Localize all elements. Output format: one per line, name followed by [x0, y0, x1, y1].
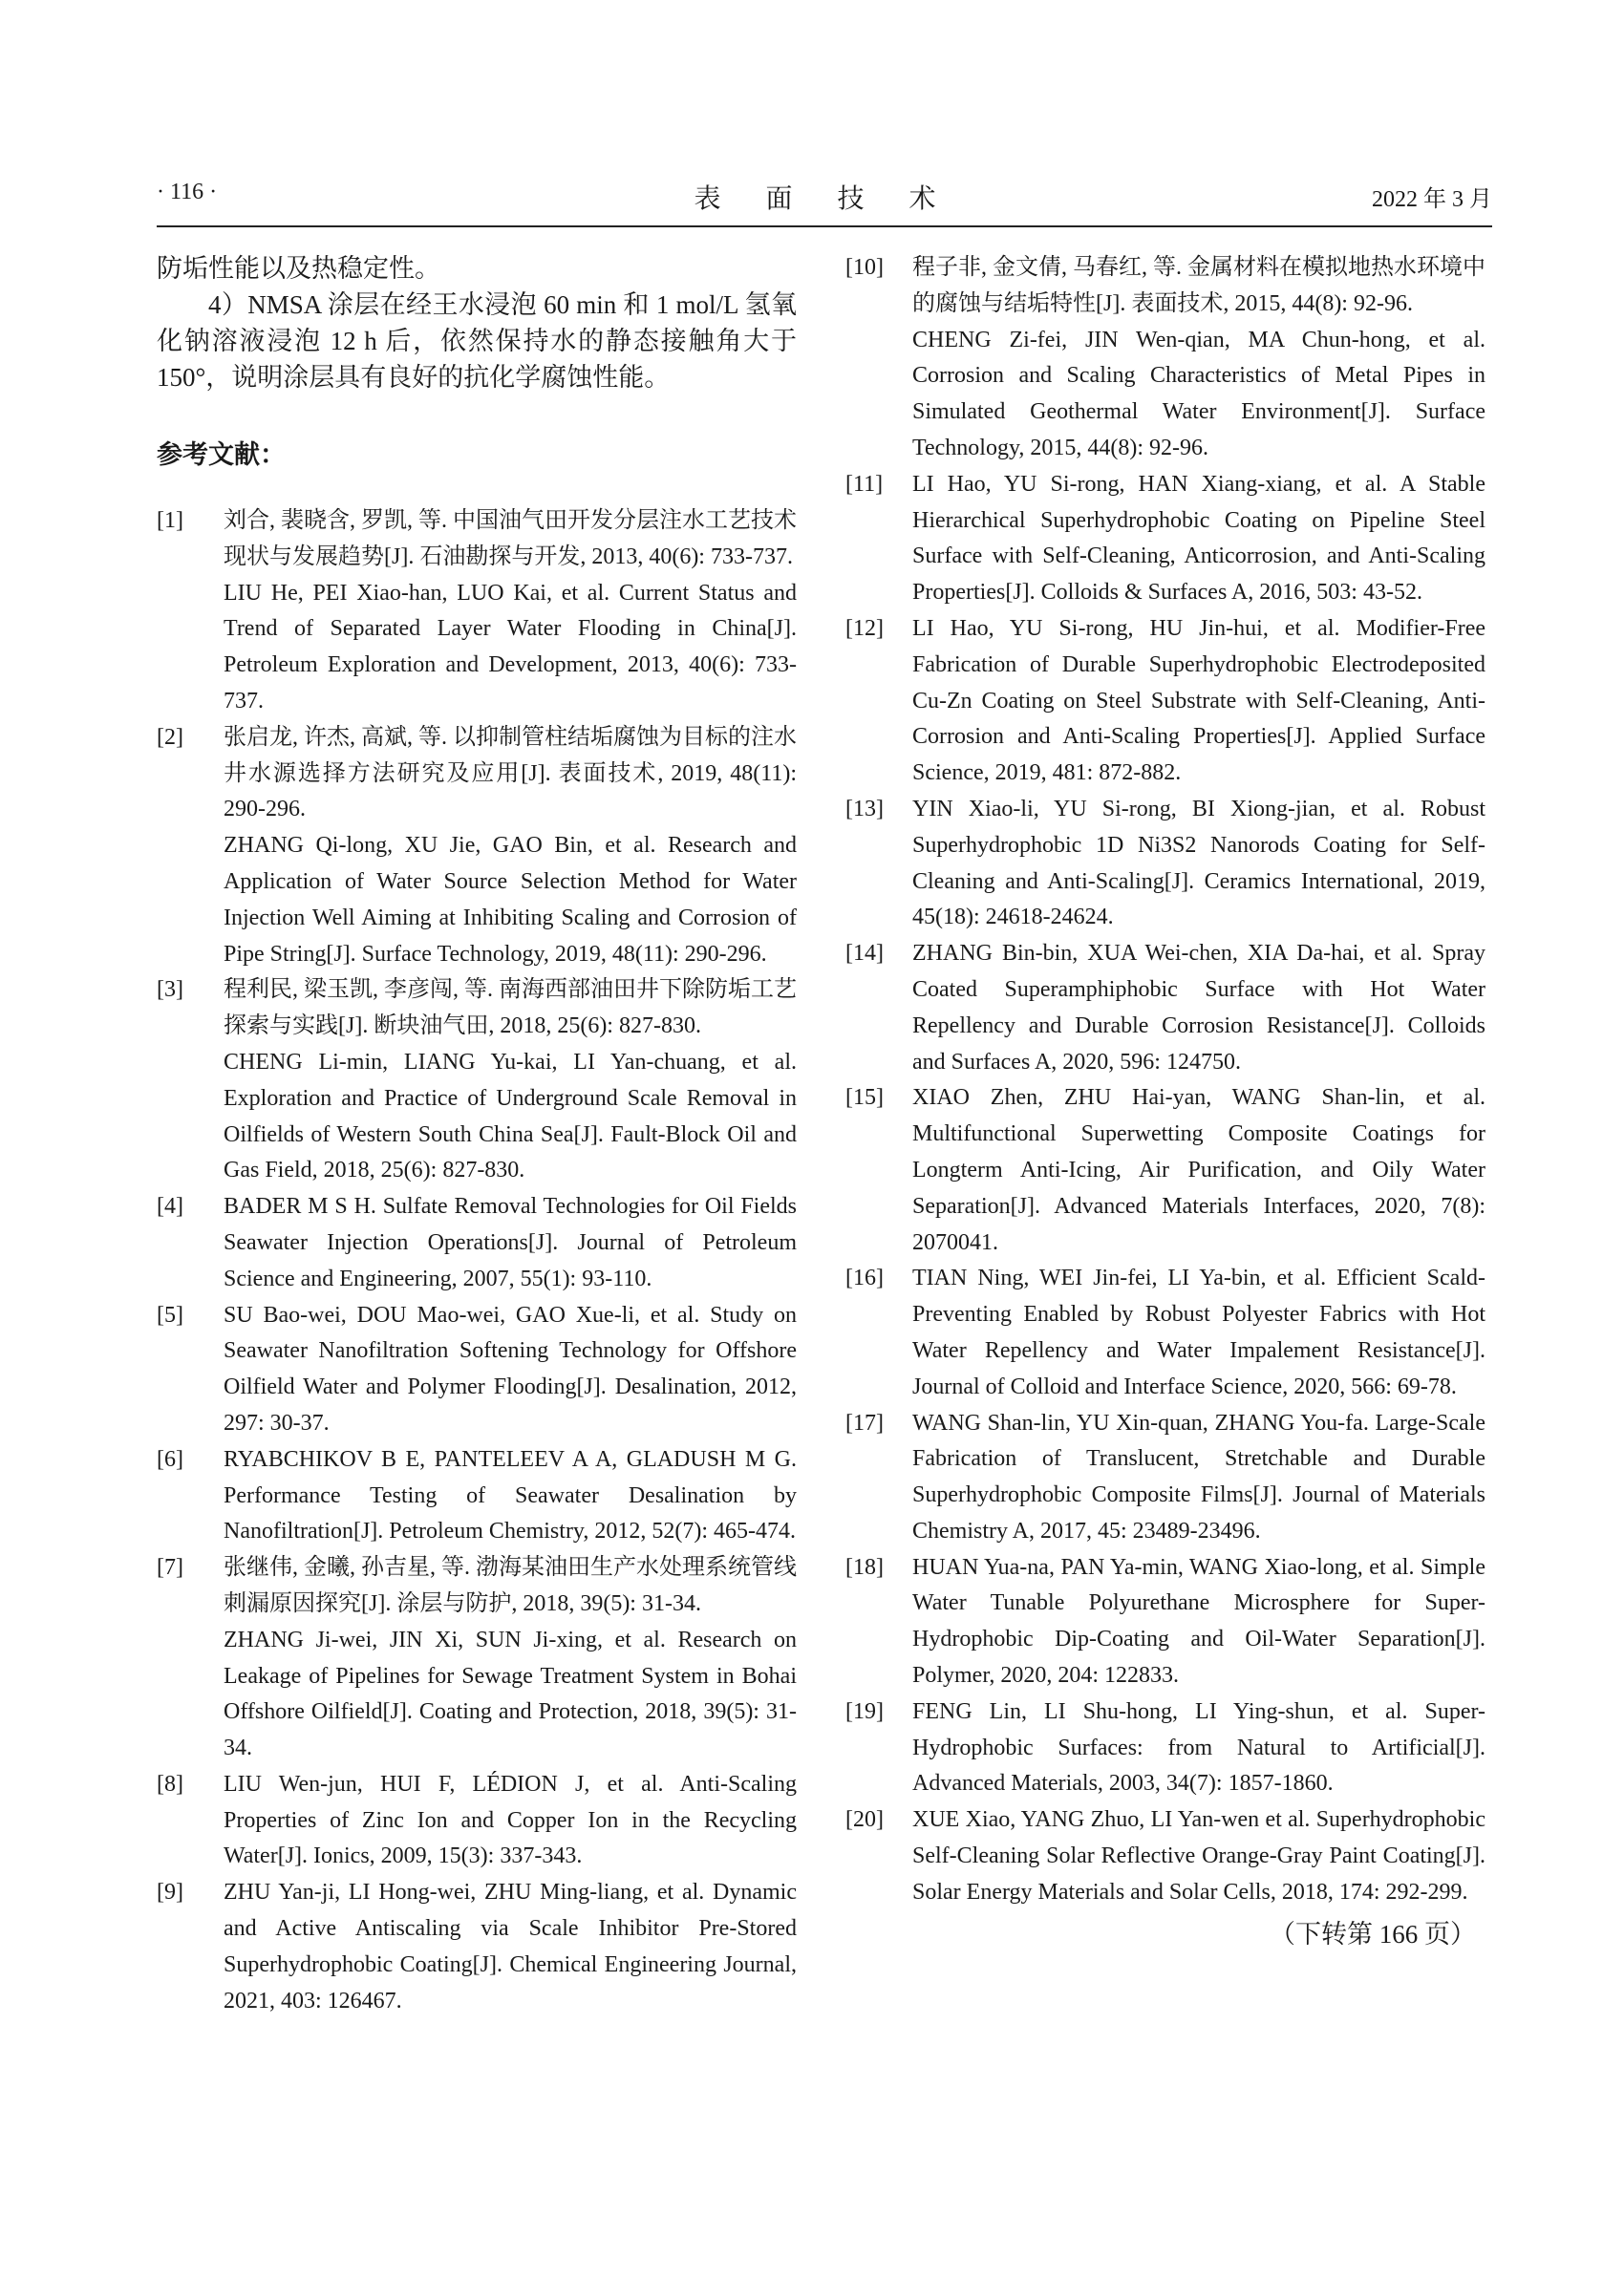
reference-item — [157, 1875, 797, 2019]
reference-en: LI Hao, YU Si-rong, HAN Xiang-xiang, et al. A Stable Hierarchical Superhydrophobic Coating on Pipeline Steel Surface with Self-Cleaning, Anticorrosion, and Anti-Scaling Properties[J]. Colloids & Surfaces A, 2016, 503: 43-52. — [912, 471, 1485, 606]
reference-en: RYABCHIKOV B E, PANTELEEV A A, GLADUSH M G. Performance Testing of Seawater Desalination by Nanofiltration[J]. Petroleum Chemistry, 2012, 52(7): 465-474. — [224, 1446, 797, 1545]
reference-en: LI Hao, YU Si-rong, HU Jin-hui, et al. Modifier-Free Fabrication of Durable Superhydrophobic Electrodeposited Cu-Zn Coating on Steel Substrate with Self-Cleaning, Anti-Corrosion and Anti-Scaling Properties[J]. Applied Surface Science, 2019, 481: 872-882. — [912, 615, 1485, 786]
reference-item — [845, 1261, 1485, 1405]
running-header — [157, 178, 1492, 227]
reference-en: XUE Xiao, YANG Zhuo, LI Yan-wen et al. Superhydrophobic Self-Cleaning Solar Reflective Orange-Gray Paint Coating[J]. Solar Energy Materials and Solar Cells, 2018, 174: 292-299. — [912, 1807, 1485, 1905]
issue-date: 2022 年 3 月 — [1372, 187, 1492, 212]
reference-number: [19] — [845, 1698, 884, 1724]
reference-item — [845, 1694, 1485, 1802]
reference-en: ZHANG Qi-long, XU Jie, GAO Bin, et al. Research and Application of Water Source Selection Method for Water Injection Well Aiming at Inhibiting Scaling and Corrosion of Pipe String[J]. Surface Technology, 2019, 48(11): 290-296. — [224, 833, 797, 967]
reference-number: [4] — [157, 1194, 183, 1220]
reference-en: ZHANG Bin-bin, XUA Wei-chen, XIA Da-hai, et al. Spray Coated Superamphiphobic Surface with Hot Water Repellency and Durable Corrosion Resistance[J]. Colloids and Surfaces A, 2020, 596: 124750. — [912, 941, 1485, 1075]
reference-en: LIU Wen-jun, HUI F, LÉDION J, et al. Anti-Scaling Properties of Zinc Ion and Copper Ion in the Recycling Water[J]. Ionics, 2009, 15(3): 337-343. — [224, 1771, 797, 1869]
reference-item — [157, 972, 797, 1189]
journal-title: 表 面 技 术 — [694, 184, 955, 214]
reference-en: HUAN Yua-na, PAN Ya-min, WANG Xiao-long, et al. Simple Water Tunable Polyurethane Microsphere for Super-Hydrophobic Dip-Coating and Oil-Water Separation[J]. Polymer, 2020, 204: 122833. — [912, 1554, 1485, 1689]
reference-item — [157, 503, 797, 720]
reference-item — [845, 467, 1485, 611]
reference-number: [14] — [845, 941, 884, 967]
reference-item — [845, 611, 1485, 792]
reference-item — [157, 1550, 797, 1767]
reference-number: [3] — [157, 977, 183, 1003]
reference-item — [845, 1080, 1485, 1261]
reference-number: [10] — [845, 255, 884, 280]
reference-item — [845, 1802, 1485, 1910]
reference-en: TIAN Ning, WEI Jin-fei, LI Ya-bin, et al. Efficient Scald-Preventing Enabled by Robust Polyester Fabrics with Hot Water Repellency and Water Impalement Resistance[J]. Journal of Colloid and Interface Science, 2020, 566: 69-78. — [912, 1266, 1485, 1399]
reference-item — [157, 720, 797, 973]
conclusion-paragraph-2: 4）NMSA 涂层在经王水浸泡 60 min 和 1 mol/L 氢氧化钠溶液浸泡 12 h 后，依然保持水的静态接触角大于 150°，说明涂层具有良好的抗化学腐蚀性能。 — [157, 290, 797, 392]
page-number: · 116 · — [157, 180, 218, 204]
reference-number: [8] — [157, 1771, 183, 1797]
reference-item — [845, 936, 1485, 1080]
reference-item — [157, 1442, 797, 1550]
reference-zh: 张启龙, 许杰, 高斌, 等. 以抑制管柱结垢腐蚀为目标的注水井水源选择方法研究及应用[J]. 表面技术, 2019, 48(11): 290-296. — [224, 724, 797, 822]
reference-en: SU Bao-wei, DOU Mao-wei, GAO Xue-li, et al. Study on Seawater Nanofiltration Softening Technology for Offshore Oilfield Water and Polymer Flooding[J]. Desalination, 2012, 297: 30-37. — [224, 1302, 797, 1436]
reference-number: [16] — [845, 1266, 884, 1291]
reference-zh: 程子非, 金文倩, 马春红, 等. 金属材料在模拟地热水环境中的腐蚀与结垢特性[J]. 表面技术, 2015, 44(8): 92-96. — [912, 255, 1485, 316]
conclusion-paragraph-1: 防垢性能以及热稳定性。 — [157, 254, 440, 283]
reference-en: XIAO Zhen, ZHU Hai-yan, WANG Shan-lin, et al. Multifunctional Superwetting Composite Coatings for Longterm Anti-Icing, Air Purification, and Oily Water Separation[J]. Advanced Materials Interfaces, 2020, 7(8): 2070041. — [912, 1085, 1485, 1255]
reference-number: [1] — [157, 508, 183, 533]
reference-number: [7] — [157, 1555, 183, 1581]
reference-en: ZHANG Ji-wei, JIN Xi, SUN Ji-xing, et al. Research on Leakage of Pipelines for Sewage Treatment System in Bohai Offshore Oilfield[J]. Coating and Protection, 2018, 39(5): 31-34. — [224, 1627, 797, 1761]
reference-en: YIN Xiao-li, YU Si-rong, BI Xiong-jian, et al. Robust Superhydrophobic 1D Ni3S2 Nanorods Coating for Self-Cleaning and Anti-Scaling[J]. Ceramics International, 2019, 45(18): 24618-24624. — [912, 796, 1485, 930]
reference-en: CHENG Zi-fei, JIN Wen-qian, MA Chun-hong, et al. Corrosion and Scaling Characteristics of Metal Pipes in Simulated Geothermal Water Environment[J]. Surface Technology, 2015, 44(8): 92-96. — [912, 327, 1485, 460]
reference-zh: 张继伟, 金曦, 孙吉星, 等. 渤海某油田生产水处理系统管线刺漏原因探究[J]. 涂层与防护, 2018, 39(5): 31-34. — [224, 1555, 797, 1616]
reference-en: BADER M S H. Sulfate Removal Technologies for Oil Fields Seawater Injection Operations[J]. Journal of Petroleum Science and Engineering, 2007, 55(1): 93-110. — [224, 1194, 797, 1291]
reference-number: [17] — [845, 1410, 884, 1436]
right-column — [845, 250, 1485, 1950]
reference-number: [20] — [845, 1807, 884, 1833]
reference-item — [845, 1550, 1485, 1694]
reference-number: [6] — [157, 1446, 183, 1472]
reference-number: [13] — [845, 796, 884, 821]
reference-zh: 程利民, 梁玉凯, 李彦闯, 等. 南海西部油田井下除防垢工艺探索与实践[J]. 断块油气田, 2018, 25(6): 827-830. — [224, 977, 797, 1039]
references-title: 参考文献： — [157, 440, 286, 469]
reference-number: [5] — [157, 1302, 183, 1328]
reference-en: ZHU Yan-ji, LI Hong-wei, ZHU Ming-liang, et al. Dynamic and Active Antiscaling via Scale Inhibitor Pre-Stored Superhydrophobic Coating[J]. Chemical Engineering Journal, 2021, 403: 126467. — [224, 1880, 797, 2014]
reference-number: [11] — [845, 471, 884, 497]
reference-en: FENG Lin, LI Shu-hong, LI Ying-shun, et al. Super-Hydrophobic Surfaces: from Natural to Artificial[J]. Advanced Materials, 2003, 34(7): 1857-1860. — [912, 1698, 1485, 1797]
reference-number: [18] — [845, 1554, 884, 1580]
reference-item — [157, 1189, 797, 1297]
reference-number: [9] — [157, 1880, 183, 1906]
left-column — [157, 250, 797, 2019]
reference-number: [15] — [845, 1085, 884, 1111]
reference-item — [845, 792, 1485, 936]
reference-number: [2] — [157, 724, 183, 750]
reference-number: [12] — [845, 615, 884, 641]
reference-en: WANG Shan-lin, YU Xin-quan, ZHANG You-fa. Large-Scale Fabrication of Translucent, Stretchable and Durable Superhydrophobic Composite Films[J]. Journal of Materials Chemistry A, 2017, 45: 23489-23496. — [912, 1410, 1485, 1544]
reference-en: LIU He, PEI Xiao-han, LUO Kai, et al. Current Status and Trend of Separated Layer Water Flooding in China[J]. Petroleum Exploration and Development, 2013, 40(6): 733-737. — [224, 580, 797, 714]
continued-note: （下转第 166 页） — [1270, 1919, 1476, 1949]
reference-item — [845, 250, 1485, 467]
reference-item — [845, 1406, 1485, 1550]
reference-zh: 刘合, 裴晓含, 罗凯, 等. 中国油气田开发分层注水工艺技术现状与发展趋势[J]. 石油勘探与开发, 2013, 40(6): 733-737. — [224, 508, 797, 569]
reference-item — [157, 1767, 797, 1875]
reference-en: CHENG Li-min, LIANG Yu-kai, LI Yan-chuang, et al. Exploration and Practice of Underground Scale Removal in Oilfields of Western South China Sea[J]. Fault-Block Oil and Gas Field, 2018, 25(6): 827-830. — [224, 1049, 797, 1183]
reference-item — [157, 1298, 797, 1442]
